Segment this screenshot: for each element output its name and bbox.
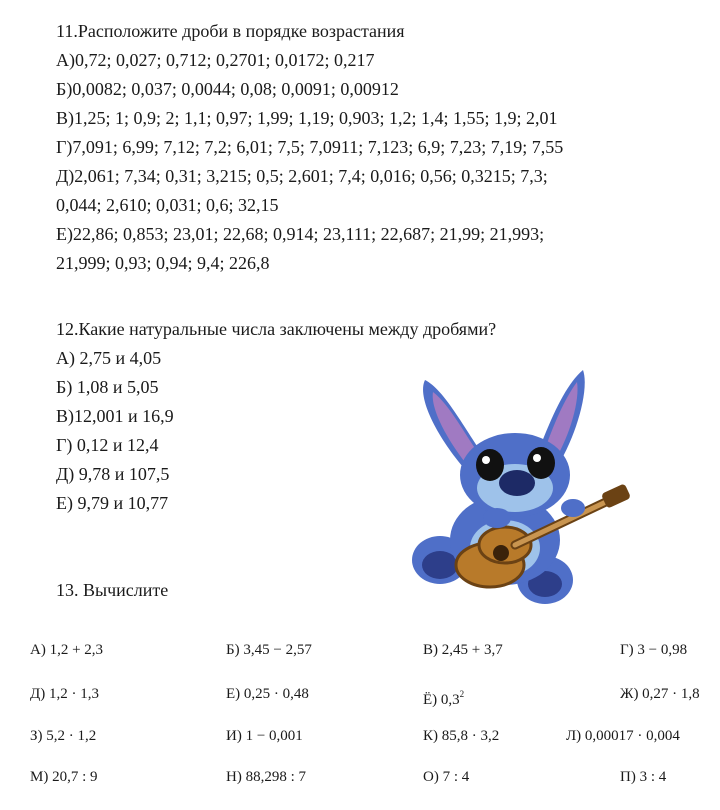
calc-n: Н) 88,298 : 7	[226, 769, 306, 785]
calc-z: З) 5,2 · 1,2	[30, 728, 97, 744]
task11-line-g: Г)7,091; 6,99; 7,12; 7,2; 6,01; 7,5; 7,0911; 7,123; 6,9; 7,23; 7,19; 7,55	[56, 137, 564, 157]
calc-l: Л) 0,00017 · 0,004	[566, 728, 680, 744]
calc-zh: Ж) 0,27 · 1,8	[620, 686, 700, 702]
task11-line-e-cont: 21,999; 0,93; 0,94; 9,4; 226,8	[56, 253, 270, 273]
task11-line-e: Е)22,86; 0,853; 23,01; 22,68; 0,914; 23,111; 22,687; 21,99; 21,993;	[56, 224, 545, 244]
calc-o: О) 7 : 4	[423, 769, 470, 785]
task11-line-d-cont: 0,044; 2,610; 0,031; 0,6; 32,15	[56, 195, 279, 215]
task12-item-g: Г) 0,12 и 12,4	[56, 435, 159, 455]
task11-line-d: Д)2,061; 7,34; 0,31; 3,215; 0,5; 2,601; 7,4; 0,016; 0,56; 0,3215; 7,3;	[56, 166, 548, 186]
power-exponent: 2	[459, 689, 465, 699]
calc-d: Д) 1,2 · 1,3	[30, 686, 99, 702]
calc-g: Г) 3 − 0,98	[620, 642, 688, 658]
calc-a: А) 1,2 + 2,3	[30, 642, 104, 658]
stitch-with-ukulele-icon	[405, 360, 645, 610]
task11-line-a: А)0,72; 0,027; 0,712; 0,2701; 0,0172; 0,217	[56, 50, 375, 70]
task12-item-e: Е) 9,79 и 10,77	[56, 493, 169, 513]
task11-line-v: В)1,25; 1; 0,9; 2; 1,1; 0,97; 1,99; 1,19; 0,903; 1,2; 1,4; 1,55; 1,9; 2,01	[56, 108, 558, 128]
task12-title: 12.Какие натуральные числа заключены между дробями?	[56, 319, 497, 339]
calc-e: Е) 0,25 · 0,48	[226, 686, 309, 702]
calc-p: П) 3 : 4	[620, 769, 667, 785]
task11-title: 11.Расположите дроби в порядке возрастания	[56, 21, 405, 41]
calc-m: М) 20,7 : 9	[30, 769, 98, 785]
calc-k: К) 85,8 · 3,2	[423, 728, 500, 744]
task13-title: 13. Вычислите	[56, 580, 169, 600]
task12-item-v: В)12,001 и 16,9	[56, 406, 174, 426]
task12-item-b: Б) 1,08 и 5,05	[56, 377, 159, 397]
calc-yo: Ё) $0,3^2$	[423, 689, 465, 708]
task12-item-d: Д) 9,78 и 107,5	[56, 464, 170, 484]
task12-item-a: А) 2,75 и 4,05	[56, 348, 162, 368]
calc-b: Б) 3,45 − 2,57	[226, 642, 312, 658]
calc-i: И) 1 − 0,001	[226, 728, 303, 744]
calc-v: В) 2,45 + 3,7	[423, 642, 503, 658]
task11-line-b: Б)0,0082; 0,037; 0,0044; 0,08; 0,0091; 0,00912	[56, 79, 399, 99]
